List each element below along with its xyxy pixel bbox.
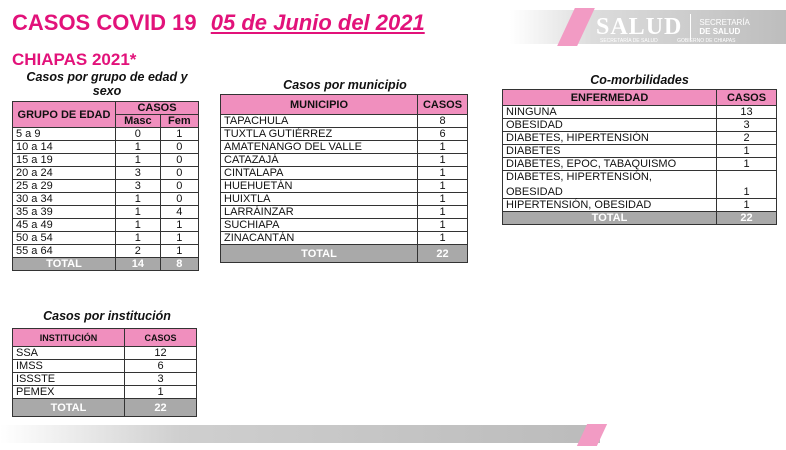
municipio-cases-cell: 1 bbox=[418, 167, 468, 180]
institution-total-cases: 22 bbox=[125, 399, 197, 417]
table-row bbox=[221, 141, 468, 154]
municipio-table-title: Casos por municipio bbox=[283, 78, 407, 92]
logo-sub-right: GOBIERNO DE CHIAPAS bbox=[677, 38, 736, 44]
age-total-masc: 14 bbox=[116, 258, 161, 271]
age-total-label: TOTAL bbox=[13, 258, 116, 271]
age-fem-cell: 0 bbox=[160, 154, 198, 167]
age-table bbox=[12, 101, 199, 271]
age-fem-cell: 1 bbox=[160, 128, 198, 141]
table-row bbox=[13, 232, 199, 245]
age-masc-cell: 1 bbox=[116, 193, 161, 206]
age-group-cell: 30 a 34 bbox=[13, 193, 116, 206]
institution-cases-cell: 3 bbox=[125, 373, 197, 386]
municipio-cases-cell: 1 bbox=[418, 141, 468, 154]
comorb-name-line: DIABETES bbox=[506, 145, 561, 157]
table-row bbox=[13, 154, 199, 167]
table-row bbox=[13, 360, 197, 373]
institution-total-row bbox=[13, 399, 197, 417]
logo-right-line-1: SECRETARÍA bbox=[699, 18, 750, 27]
col-municipio-cases-header: CASOS bbox=[418, 95, 468, 115]
table-row bbox=[221, 180, 468, 193]
municipio-total-label: TOTAL bbox=[221, 245, 418, 263]
logo-right-line-2: DE SALUD bbox=[699, 27, 741, 36]
age-fem-cell: 0 bbox=[160, 167, 198, 180]
col-cases-header: CASOS bbox=[116, 102, 199, 115]
comorb-table-title: Co-morbilidades bbox=[590, 73, 689, 87]
municipio-table-body bbox=[221, 115, 468, 245]
comorb-name-line: OBESIDAD bbox=[506, 119, 563, 131]
logo-subline bbox=[600, 38, 735, 44]
institution-name-cell: IMSS bbox=[13, 360, 125, 373]
institution-table-body bbox=[13, 347, 197, 399]
table-row bbox=[503, 119, 777, 132]
institution-cases-cell: 6 bbox=[125, 360, 197, 373]
age-masc-cell: 0 bbox=[116, 128, 161, 141]
comorb-name-line: HIPERTENSIÓN, OBESIDAD bbox=[506, 199, 652, 211]
col-institucion-cases-header: CASOS bbox=[125, 329, 197, 347]
comorb-name-cell bbox=[503, 145, 717, 158]
age-masc-cell: 1 bbox=[116, 154, 161, 167]
municipio-name-cell: LARRÁINZAR bbox=[221, 206, 418, 219]
municipio-name-cell: TAPACHULA bbox=[221, 115, 418, 128]
title-text: CASOS COVID 19 bbox=[12, 10, 197, 35]
col-municipio-header: MUNICIPIO bbox=[221, 95, 418, 115]
institution-name-cell: SSA bbox=[13, 347, 125, 360]
municipio-cases-cell: 8 bbox=[418, 115, 468, 128]
age-group-cell: 45 a 49 bbox=[13, 219, 116, 232]
comorb-name-cell bbox=[503, 158, 717, 171]
table-row bbox=[503, 158, 777, 171]
age-masc-cell: 1 bbox=[116, 232, 161, 245]
municipio-cases-cell: 1 bbox=[418, 193, 468, 206]
age-fem-cell: 0 bbox=[160, 141, 198, 154]
age-fem-cell: 0 bbox=[160, 180, 198, 193]
table-row bbox=[13, 219, 199, 232]
institution-table bbox=[12, 328, 197, 417]
comorb-name-cell bbox=[503, 171, 717, 199]
age-group-cell: 5 a 9 bbox=[13, 128, 116, 141]
institution-name-cell: ISSSTE bbox=[13, 373, 125, 386]
comorb-cases-cell: 1 bbox=[717, 158, 777, 171]
age-masc-cell: 1 bbox=[116, 206, 161, 219]
age-group-cell: 50 a 54 bbox=[13, 232, 116, 245]
municipio-name-cell: ZINACANTÁN bbox=[221, 232, 418, 245]
municipio-cases-cell: 6 bbox=[418, 128, 468, 141]
table-row bbox=[13, 206, 199, 219]
page-subtitle: CHIAPAS 2021* bbox=[12, 50, 137, 69]
col-comorb-cases-header: CASOS bbox=[717, 90, 777, 106]
col-fem-header: Fem bbox=[160, 115, 198, 128]
table-row bbox=[503, 106, 777, 119]
col-enfermedad-header: ENFERMEDAD bbox=[503, 90, 717, 106]
age-masc-cell: 1 bbox=[116, 141, 161, 154]
page-title bbox=[12, 10, 425, 36]
municipio-cases-cell: 1 bbox=[418, 206, 468, 219]
footer-band bbox=[0, 425, 600, 443]
table-row bbox=[13, 141, 199, 154]
municipio-cases-cell: 1 bbox=[418, 154, 468, 167]
table-row bbox=[221, 219, 468, 232]
municipio-total-cases: 22 bbox=[418, 245, 468, 263]
age-table-body bbox=[13, 128, 199, 258]
age-group-cell: 55 a 64 bbox=[13, 245, 116, 258]
age-fem-cell: 4 bbox=[160, 206, 198, 219]
age-total-fem: 8 bbox=[160, 258, 198, 271]
table-row bbox=[13, 347, 197, 360]
table-row bbox=[221, 115, 468, 128]
table-row bbox=[13, 180, 199, 193]
comorb-name-line-2: OBESIDAD bbox=[506, 186, 563, 198]
title-date: 05 de Junio del 2021 bbox=[210, 10, 425, 35]
municipio-name-cell: SUCHIAPA bbox=[221, 219, 418, 232]
municipio-name-cell: CINTALAPA bbox=[221, 167, 418, 180]
municipio-name-cell: TUXTLA GUTIÉRREZ bbox=[221, 128, 418, 141]
institution-name-cell: PEMEX bbox=[13, 386, 125, 399]
municipio-cases-cell: 1 bbox=[418, 180, 468, 193]
table-row bbox=[221, 206, 468, 219]
comorb-table bbox=[502, 89, 777, 225]
table-row bbox=[13, 167, 199, 180]
comorb-cases-cell: 1 bbox=[717, 199, 777, 212]
table-row bbox=[13, 193, 199, 206]
age-fem-cell: 1 bbox=[160, 232, 198, 245]
institution-total-label: TOTAL bbox=[13, 399, 125, 417]
age-group-cell: 35 a 39 bbox=[13, 206, 116, 219]
age-group-cell: 25 a 29 bbox=[13, 180, 116, 193]
institution-cases-cell: 1 bbox=[125, 386, 197, 399]
col-institucion-header: INSTITUCIÓN bbox=[13, 329, 125, 347]
comorb-name-cell bbox=[503, 199, 717, 212]
age-group-cell: 15 a 19 bbox=[13, 154, 116, 167]
comorb-name-line: DIABETES, HIPERTENSIÓN bbox=[506, 132, 649, 144]
comorb-cases-cell: 1 bbox=[717, 171, 777, 199]
age-masc-cell: 1 bbox=[116, 219, 161, 232]
age-group-cell: 10 a 14 bbox=[13, 141, 116, 154]
logo-main-text: SALUD bbox=[596, 13, 683, 40]
comorb-cases-cell: 2 bbox=[717, 132, 777, 145]
table-row bbox=[503, 199, 777, 212]
comorb-total-label: TOTAL bbox=[503, 212, 717, 225]
comorb-name-line: NINGUNA bbox=[506, 106, 557, 118]
age-masc-cell: 3 bbox=[116, 180, 161, 193]
col-group-header: GRUPO DE EDAD bbox=[13, 102, 116, 128]
age-table-title: Casos por grupo de edad y sexo bbox=[26, 70, 188, 98]
table-row bbox=[13, 373, 197, 386]
age-total-row bbox=[13, 258, 199, 271]
age-fem-cell: 1 bbox=[160, 219, 198, 232]
municipio-name-cell: CATAZAJÁ bbox=[221, 154, 418, 167]
comorb-cases-cell: 13 bbox=[717, 106, 777, 119]
municipio-table bbox=[220, 94, 468, 263]
comorb-cases-cell: 1 bbox=[717, 145, 777, 158]
comorb-name-line: DIABETES, EPOC, TABAQUISMO bbox=[506, 158, 677, 170]
institution-table-title: Casos por institución bbox=[43, 309, 171, 323]
table-row bbox=[221, 193, 468, 206]
comorb-name-cell bbox=[503, 132, 717, 145]
table-row bbox=[13, 128, 199, 141]
municipio-name-cell: HUIXTLA bbox=[221, 193, 418, 206]
table-row bbox=[221, 232, 468, 245]
age-fem-cell: 0 bbox=[160, 193, 198, 206]
age-group-cell: 20 a 24 bbox=[13, 167, 116, 180]
comorb-table-body bbox=[503, 106, 777, 212]
logo-secretaria bbox=[699, 18, 750, 36]
comorb-name-line: DIABETES, HIPERTENSIÓN, bbox=[506, 171, 652, 183]
age-fem-cell: 1 bbox=[160, 245, 198, 258]
institution-cases-cell: 12 bbox=[125, 347, 197, 360]
logo-sub-left: SECRETARÍA DE SALUD bbox=[600, 38, 658, 44]
table-row bbox=[503, 171, 777, 199]
age-masc-cell: 3 bbox=[116, 167, 161, 180]
municipio-cases-cell: 1 bbox=[418, 232, 468, 245]
table-row bbox=[503, 132, 777, 145]
municipio-cases-cell: 1 bbox=[418, 219, 468, 232]
comorb-name-cell bbox=[503, 106, 717, 119]
comorb-total-cases: 22 bbox=[717, 212, 777, 225]
table-row bbox=[221, 128, 468, 141]
table-row bbox=[221, 167, 468, 180]
comorb-cases-cell: 3 bbox=[717, 119, 777, 132]
municipio-name-cell: HUEHUETÁN bbox=[221, 180, 418, 193]
table-row bbox=[221, 154, 468, 167]
comorb-name-cell bbox=[503, 119, 717, 132]
table-row bbox=[503, 145, 777, 158]
logo-separator bbox=[690, 14, 691, 40]
age-masc-cell: 2 bbox=[116, 245, 161, 258]
table-row bbox=[13, 386, 197, 399]
municipio-name-cell: AMATENANGO DEL VALLE bbox=[221, 141, 418, 154]
municipio-total-row bbox=[221, 245, 468, 263]
col-masc-header: Masc bbox=[116, 115, 161, 128]
table-row bbox=[13, 245, 199, 258]
comorb-total-row bbox=[503, 212, 777, 225]
